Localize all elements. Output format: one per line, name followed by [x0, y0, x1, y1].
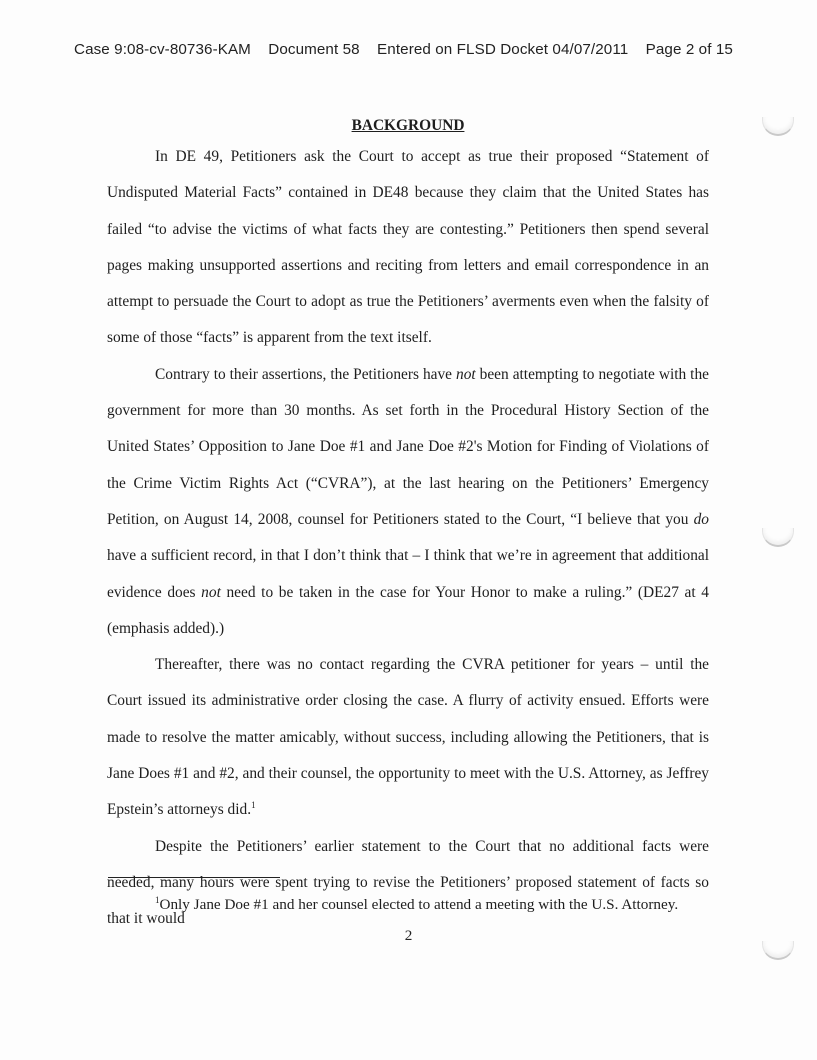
paragraph-2-text-e: have a sufficient record, in that I don’t think that – I think that we’re in agreement that additional evidence does — [107, 547, 709, 601]
footnote-reference: 1 — [251, 800, 256, 811]
paragraph-2-text-g: need to be taken in the case for Your Honor to make a ruling.” (DE27 at 4 (emphasis added).) — [107, 583, 709, 637]
paragraph-4: Despite the Petitioners’ earlier statement to the Court that no additional facts were needed, many hours were spent trying to revise the Petitioners’ proposed statement of facts so that it would — [107, 837, 709, 928]
document-body — [107, 113, 709, 938]
document-number: Document 58 — [268, 41, 360, 58]
paragraph-2-text-a: Contrary to their assertions, the Petitioners have — [155, 365, 456, 383]
emphasis-not: not — [456, 365, 476, 383]
docket-entry: Entered on FLSD Docket 04/07/2011 — [377, 41, 629, 58]
page-count: Page 2 of 15 — [645, 41, 733, 58]
page-number: 2 — [404, 927, 413, 944]
punch-hole-mark — [762, 941, 794, 960]
footnote-mark: 1 — [155, 895, 160, 905]
docket-header — [74, 41, 754, 58]
punch-hole-mark — [762, 528, 794, 547]
paragraph-3-text: Thereafter, there was no contact regarding the CVRA petitioner for years – until the Court issued its administrative order closing the case. A flurry of activity ensued. Efforts were made to resolve the matter amicably, without success, including allowing the Petitioners, that is Jane Does #1 and #2, and their counsel, the opportunity to meet with the U.S. Attorney, as Jeffrey Epstein’s attorneys did. — [107, 656, 709, 819]
punch-hole-mark — [762, 117, 794, 136]
emphasis-not-2: not — [201, 583, 221, 601]
footnote — [107, 896, 709, 914]
footnote-text: Only Jane Doe #1 and her counsel elected to attend a meeting with the U.S. Attorney. — [159, 896, 679, 913]
paragraph-2-text-c: been attempting to negotiate with the government for more than 30 months. As set forth in the Procedural History Section of the United States’ Opposition to Jane Doe #1 and Jane Doe #2's Motion for Finding of Violations of the Crime Victim Rights Act (“CVRA”), at the last hearing on the Petitioners’ Emergency Petition, on August 14, 2008, counsel for Petitioners stated to the Court, “I believe that you — [107, 365, 709, 528]
section-heading: BACKGROUND — [351, 117, 465, 134]
paragraph-1: In DE 49, Petitioners ask the Court to accept as true their proposed “Statement of Undisputed Material Facts” contained in DE48 because they claim that the United States has failed “to advise the victims of what facts they are contesting.” Petitioners then spend several pages making unsupported assertions and reciting from letters and email correspondence in an attempt to persuade the Court to adopt as true the Petitioners’ averments even when the falsity of some of those “facts” is apparent from the text itself. — [107, 148, 709, 347]
case-number: Case 9:08-cv-80736-KAM — [74, 41, 251, 58]
paragraph-3 — [107, 647, 709, 828]
emphasis-do: do — [693, 510, 709, 528]
footnote-divider — [108, 877, 280, 878]
paragraph-2 — [107, 357, 709, 647]
